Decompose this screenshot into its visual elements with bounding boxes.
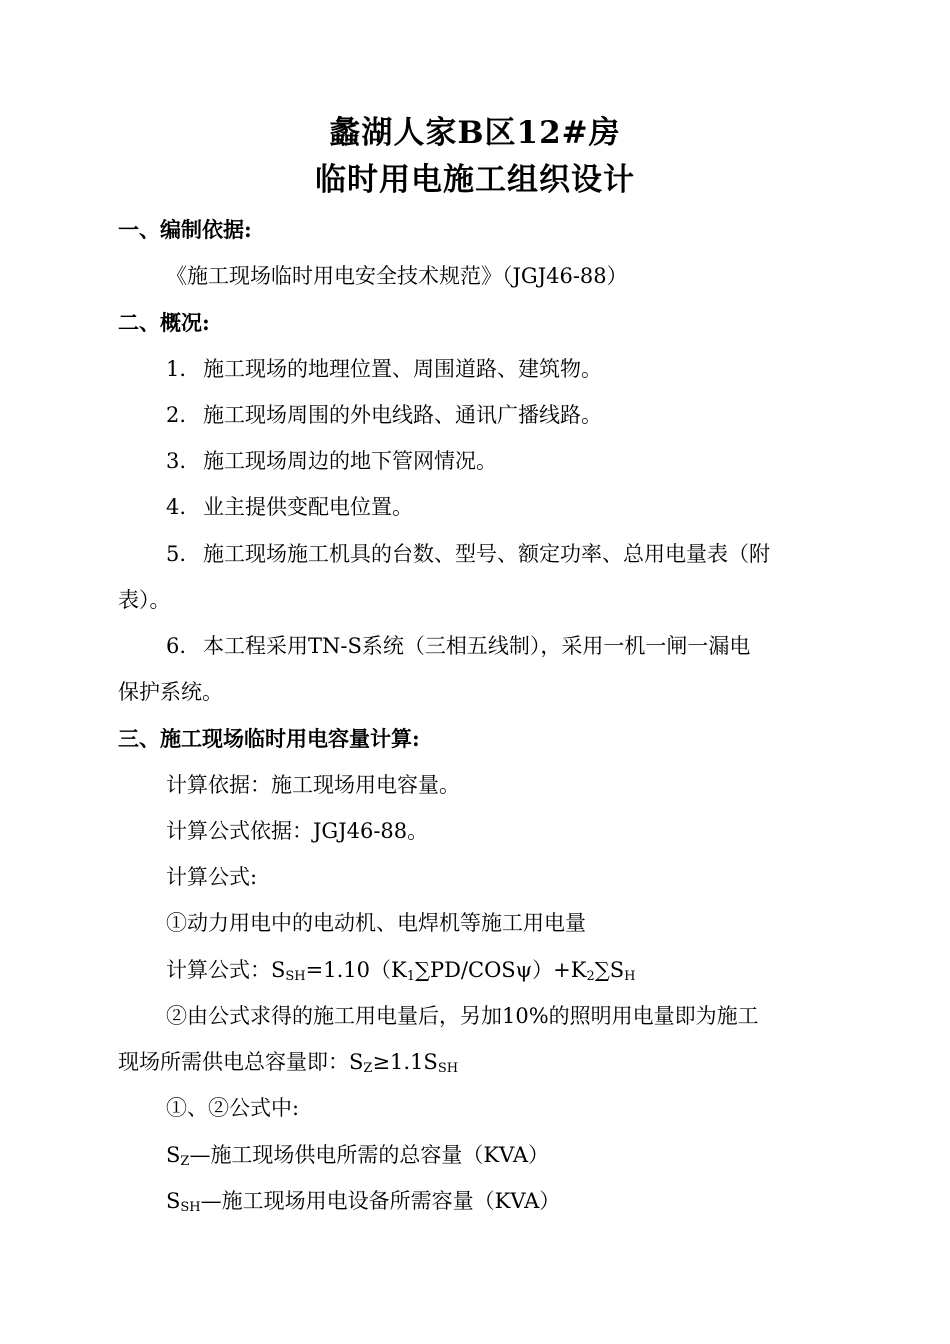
list-item-number: 1.	[166, 357, 187, 381]
formula1-part: =1.10（K	[305, 958, 407, 982]
formula1-subscript: SH	[285, 969, 306, 984]
formula1-part: ∑S	[594, 958, 625, 982]
list-item-continuation: 表）。	[118, 588, 171, 612]
formula1	[166, 955, 635, 985]
list-item	[166, 400, 602, 430]
definition-text: —施工现场供电所需的总容量（KVA）	[189, 1143, 550, 1167]
list-item-continuation: 保护系统。	[118, 680, 223, 704]
section2-heading: 二、概况:	[118, 310, 210, 335]
definition-sz	[166, 1140, 549, 1170]
list-item	[166, 539, 770, 569]
formula1-part: ∑PD/COSψ）+K	[414, 958, 587, 982]
list-item	[166, 492, 413, 522]
item2-subscript: SH	[437, 1061, 459, 1076]
formula-basis: 计算公式依据：JGJ46-88。	[166, 819, 429, 843]
definition-subscript: SH	[180, 1200, 201, 1215]
formula1-part: 计算公式：S	[166, 958, 286, 982]
formula1-subscript: H	[624, 969, 636, 984]
item2-subscript: Z	[363, 1061, 373, 1076]
list-item-text: 施工现场的地理位置、周围道路、建筑物。	[203, 357, 602, 381]
item2-text: ②由公式求得的施工用电量后，另加10%的照明用电量即为施工	[166, 1004, 759, 1028]
list-item-number: 5.	[166, 542, 187, 566]
item2-part: 现场所需供电总容量即：S	[118, 1050, 364, 1074]
list-item-text: 施工现场周边的地下管网情况。	[203, 449, 497, 473]
section1-heading: 一、编制依据:	[118, 217, 252, 242]
list-item	[166, 354, 602, 384]
item2-continuation	[118, 1047, 458, 1077]
formula-label: 计算公式:	[166, 865, 258, 889]
item1-text: ①动力用电中的电动机、电焊机等施工用电量	[166, 911, 586, 935]
document-title-line2: 临时用电施工组织设计	[315, 162, 635, 198]
calculation-basis: 计算依据：施工现场用电容量。	[166, 773, 460, 797]
formula-legend-intro: ①、②公式中:	[166, 1096, 300, 1120]
list-item-text: 施工现场施工机具的台数、型号、额定功率、总用电量表（附	[203, 542, 770, 566]
section1-text: 《施工现场临时用电安全技术规范》（JGJ46-88）	[166, 264, 628, 288]
list-item-number: 4.	[166, 495, 187, 519]
definition-symbol: S	[166, 1189, 181, 1213]
definition-text: —施工现场用电设备所需容量（KVA）	[200, 1189, 561, 1213]
definition-symbol: S	[166, 1143, 181, 1167]
list-item-text: 业主提供变配电位置。	[203, 495, 413, 519]
section3-heading: 三、施工现场临时用电容量计算:	[118, 726, 420, 751]
formula1-subscript: 1	[406, 969, 415, 984]
list-item	[166, 446, 497, 476]
list-item-text: 施工现场周围的外电线路、通讯广播线路。	[203, 403, 602, 427]
list-item	[166, 631, 750, 661]
document-title-line1: 蠡湖人家B区12#房	[329, 115, 621, 151]
item2-part: ≥1.1S	[372, 1050, 438, 1074]
list-item-number: 2.	[166, 403, 187, 427]
list-item-text: 本工程采用TN-S系统（三相五线制），采用一机一闸一漏电	[203, 634, 751, 658]
definition-subscript: Z	[180, 1154, 190, 1169]
list-item-number: 3.	[166, 449, 187, 473]
definition-ssh	[166, 1186, 560, 1216]
list-item-number: 6.	[166, 634, 187, 658]
formula1-subscript: 2	[586, 969, 595, 984]
